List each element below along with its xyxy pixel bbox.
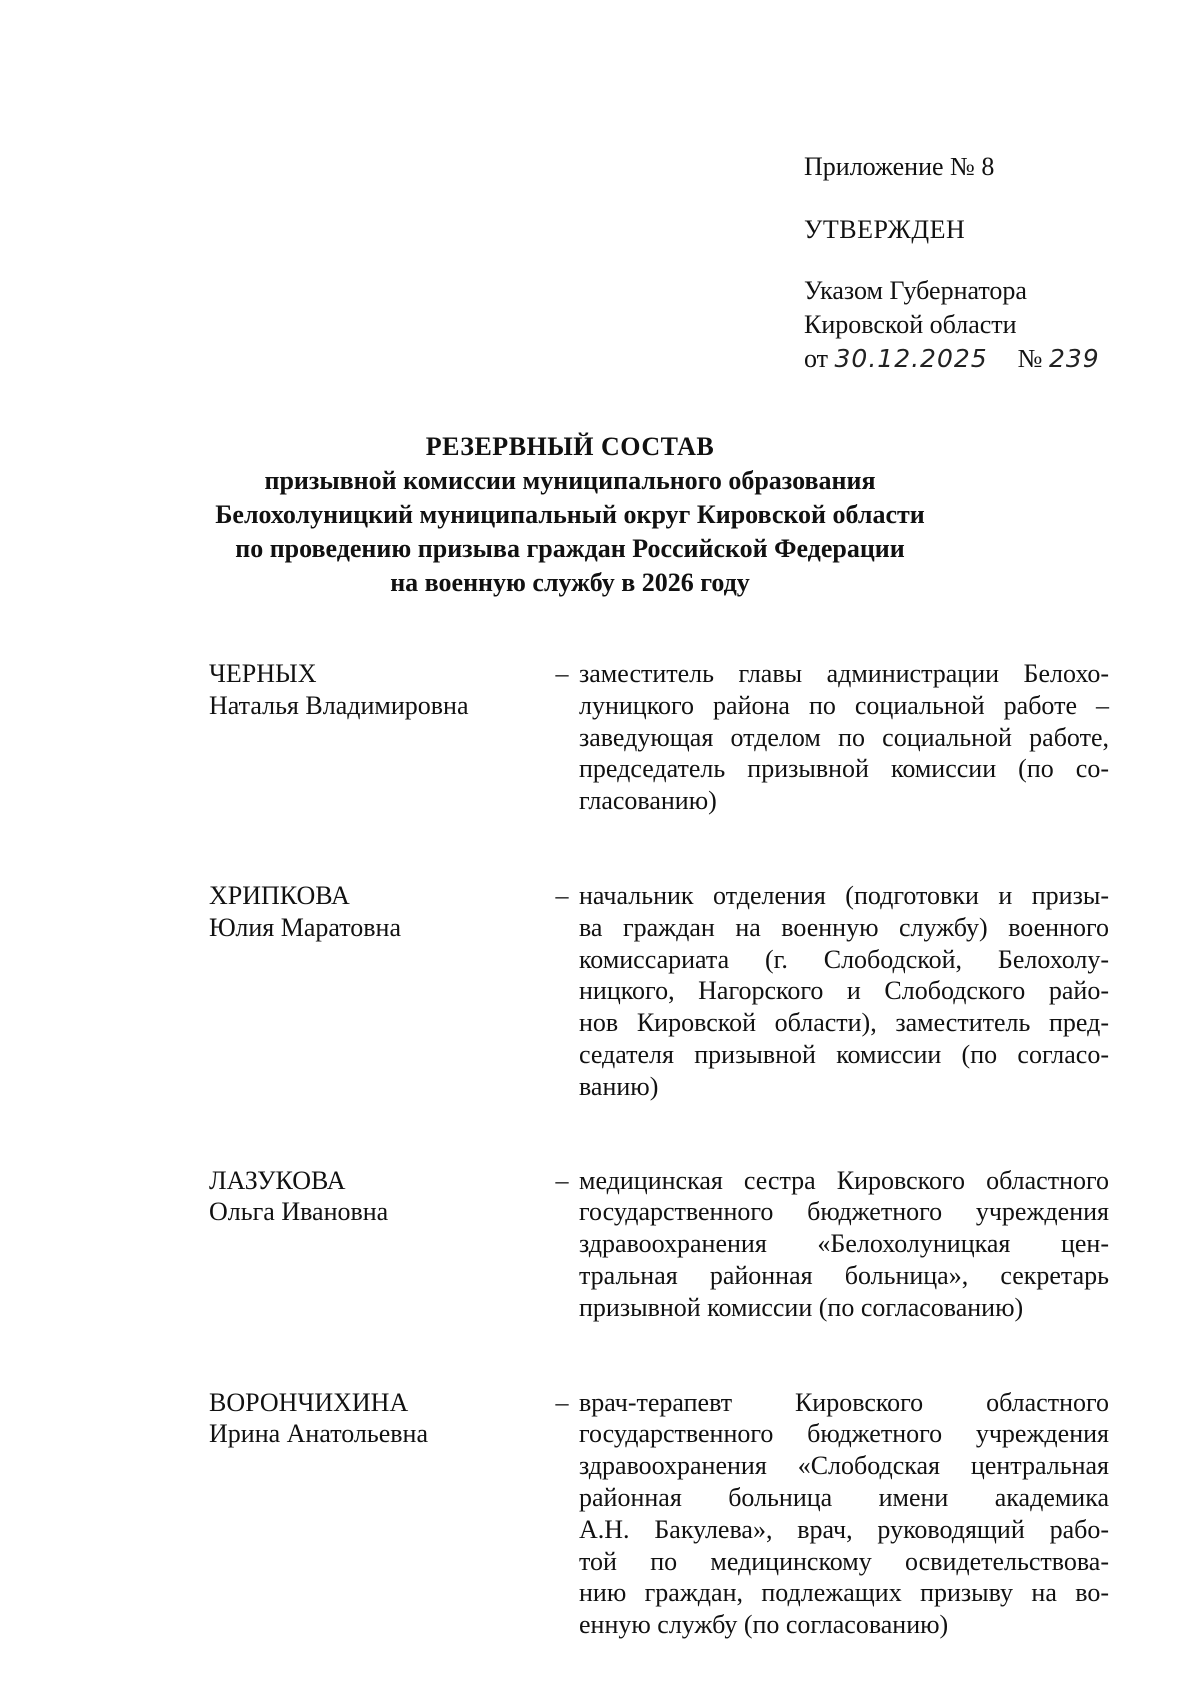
position-line: ва граждан на военную службу) военного [579, 912, 1109, 942]
position-line: районная больница имени академика [579, 1482, 1109, 1512]
member-given-name: Юлия Маратовна [209, 912, 402, 942]
position-line: нов Кировской области), заместитель пред- [579, 1008, 1109, 1038]
position-line: государственного бюджетного учреждения [579, 1419, 1109, 1449]
member-surname: ХРИПКОВА [209, 880, 350, 910]
dash-separator: – [555, 1387, 569, 1417]
from-label: от [804, 344, 829, 373]
member-name [209, 1165, 545, 1229]
position-line: комиссариата (г. Слободской, Белохолу- [579, 944, 1109, 974]
title-line: Белохолуницкий муниципальный округ Кировской области [215, 500, 925, 529]
title-line: на военную службу в 2026 году [390, 568, 750, 597]
position-line: заведующая отделом по социальной работе, [579, 722, 1109, 752]
member-entry [209, 880, 1129, 1103]
handwritten-date: 30.12.2025 [834, 344, 988, 373]
position-line: тральная районная больница», секретарь [579, 1260, 1109, 1290]
position-line: ницкого, Нагорского и Слободского райо- [579, 976, 1109, 1006]
member-surname: ЧЕРНЫХ [209, 659, 317, 688]
position-line: гласованию) [579, 786, 717, 816]
member-given-name: Ирина Анатольевна [209, 1419, 428, 1449]
decree-date-line [804, 342, 1164, 376]
member-name [209, 658, 545, 722]
dash-separator: – [555, 880, 569, 910]
member-given-name: Наталья Владимировна [209, 690, 469, 720]
position-line: призывной комиссии (по согласованию) [579, 1292, 1024, 1322]
member-given-name: Ольга Ивановна [209, 1197, 389, 1227]
member-entry [209, 1165, 1129, 1324]
member-position [579, 1165, 1109, 1324]
position-line: седателя призывной комиссии (по согласо- [579, 1039, 1109, 1069]
dash-separator: – [555, 659, 569, 688]
member-surname: ВОРОНЧИХИНА [209, 1387, 409, 1417]
handwritten-number: 239 [1048, 344, 1100, 373]
position-line: енную службу (по согласованию) [579, 1610, 949, 1640]
title-main: РЕЗЕРВНЫЙ СОСТАВ [425, 432, 715, 461]
position-line: ванию) [579, 1071, 659, 1101]
approved-label: УТВЕРЖДЕН [804, 215, 966, 244]
title-line: призывной комиссии муниципального образования [264, 466, 876, 495]
position-line: государственного бюджетного учреждения [579, 1197, 1109, 1227]
position-line: луницкого района по социальной работе – [579, 690, 1109, 720]
member-name [209, 880, 545, 944]
position-line: А.Н. Бакулева», врач, руководящий рабо- [579, 1514, 1109, 1544]
member-entry [209, 658, 1129, 817]
position-line: начальник отделения (подготовки и призы- [579, 880, 1109, 910]
position-line: здравоохранения «Белохолуницкая цен- [579, 1229, 1109, 1259]
position-line: здравоохранения «Слободская центральная [579, 1451, 1109, 1481]
position-line: председатель призывной комиссии (по со- [579, 754, 1109, 784]
document-title [200, 430, 940, 600]
position-line: той по медицинскому освидетельствова- [579, 1546, 1109, 1576]
position-line: нию граждан, подлежащих призыву на во- [579, 1578, 1109, 1608]
title-line: по проведению призыва граждан Российской Федерации [235, 534, 905, 563]
member-position [579, 880, 1109, 1103]
member-entry [209, 1387, 1129, 1641]
members-list [209, 658, 1129, 1641]
number-label: № [1017, 344, 1043, 373]
position-line: заместитель главы администрации Белохо- [579, 659, 1109, 688]
member-position [579, 658, 1109, 817]
member-name [209, 1387, 545, 1451]
member-surname: ЛАЗУКОВА [209, 1165, 346, 1195]
decree-line-1: Указом Губернатора [804, 276, 1027, 305]
dash-separator: – [555, 1165, 569, 1195]
position-line: врач-терапевт Кировского областного [579, 1387, 1109, 1417]
member-position [579, 1387, 1109, 1641]
approval-block [804, 150, 1164, 376]
decree-line-2: Кировской области [804, 310, 1017, 339]
position-line: медицинская сестра Кировского областного [579, 1165, 1109, 1195]
appendix-label: Приложение № 8 [804, 152, 995, 181]
